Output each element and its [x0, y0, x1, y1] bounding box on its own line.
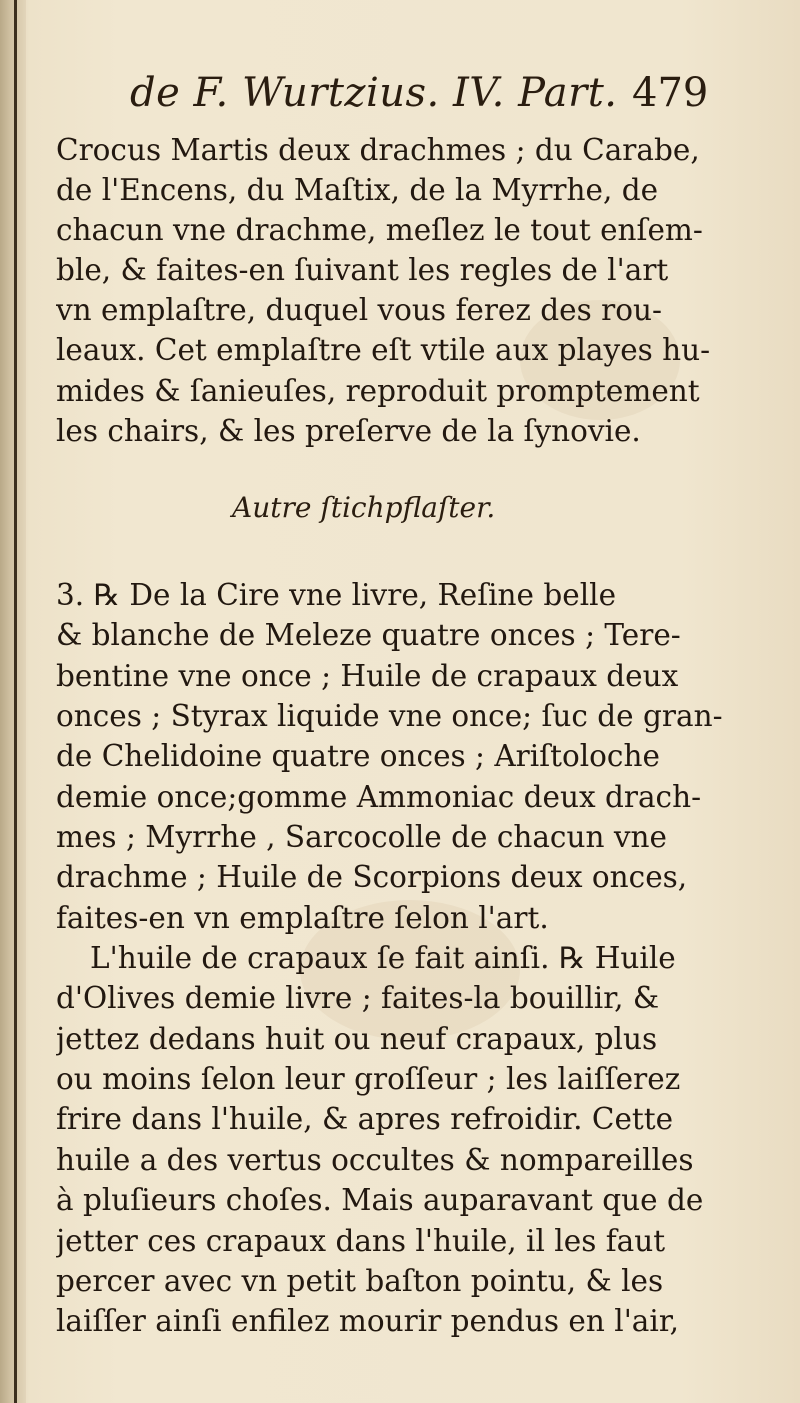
text-line: vn emplaſtre, duquel vous ferez des rou- [56, 293, 662, 328]
text-line: mes ; Myrrhe , Sarcocolle de chacun vne [56, 820, 667, 855]
text-line: demie once;gomme Ammoniac deux drach- [56, 779, 702, 814]
text-line: d'Olives demie livre ; faites-la bouillir, & [56, 981, 660, 1016]
text-line: onces ; Styrax liquide vne once; ſuc de gran- [56, 699, 723, 734]
text-line: de Chelidoine quatre onces ; Ariſtoloche [56, 739, 660, 774]
text-line: laiſſer ainſi enfilez mourir pendus en l'air, [56, 1304, 680, 1339]
text-line: ou moins ſelon leur groſſeur ; les laiſſerez [56, 1062, 681, 1097]
text-line: huile a des vertus occultes & nompareilles [56, 1142, 694, 1177]
text-line: mides & ſanieuſes, reproduit promptement [56, 373, 700, 408]
text-line: frire dans l'huile, & apres refroidir. Cette [56, 1102, 674, 1137]
text-line: 3. ℞ De la Cire vne livre, Reſine belle [56, 578, 617, 612]
page-number: 479 [632, 70, 709, 116]
binding-edge [14, 0, 17, 1403]
paragraph-2-and-3 [56, 575, 746, 1342]
text-line: faites-en vn emplaſtre ſelon l'art. [56, 900, 549, 935]
running-title: de F. Wurtzius. IV. Part. [130, 70, 618, 116]
text-line: percer avec vn petit baſton pointu, & les [56, 1263, 664, 1298]
text-line: les chairs, & les preſerve de la ſynovie. [56, 413, 641, 448]
text-line: bentine vne once ; Huile de crapaux deux [56, 658, 679, 693]
section-heading: Autre ſtichpflaſter. [232, 491, 496, 524]
text-line: jettez dedans huit ou neuf crapaux, plus [56, 1021, 658, 1056]
text-line: de l'Encens, du Maſtix, de la Myrrhe, de [56, 173, 659, 208]
text-line: à pluſieurs choſes. Mais auparavant que de [56, 1183, 704, 1218]
text-line: leaux. Cet emplaſtre eſt vtile aux playes hu- [56, 333, 711, 368]
text-line: chacun vne drachme, meſlez le tout enſem- [56, 213, 703, 248]
paragraph-1 [56, 130, 736, 451]
text-line: Crocus Martis deux drachmes ; du Carabe, [56, 133, 700, 167]
page-header [0, 62, 800, 122]
text-line: drachme ; Huile de Scorpions deux onces, [56, 860, 688, 895]
text-line: jetter ces crapaux dans l'huile, il les faut [56, 1223, 666, 1258]
page-gutter [0, 0, 26, 1403]
text-line: ble, & faites-en ſuivant les regles de l'art [56, 253, 669, 288]
text-line: L'huile de crapaux ſe fait ainſi. ℞ Huile [90, 941, 676, 976]
text-line: & blanche de Meleze quatre onces ; Tere- [56, 618, 681, 653]
